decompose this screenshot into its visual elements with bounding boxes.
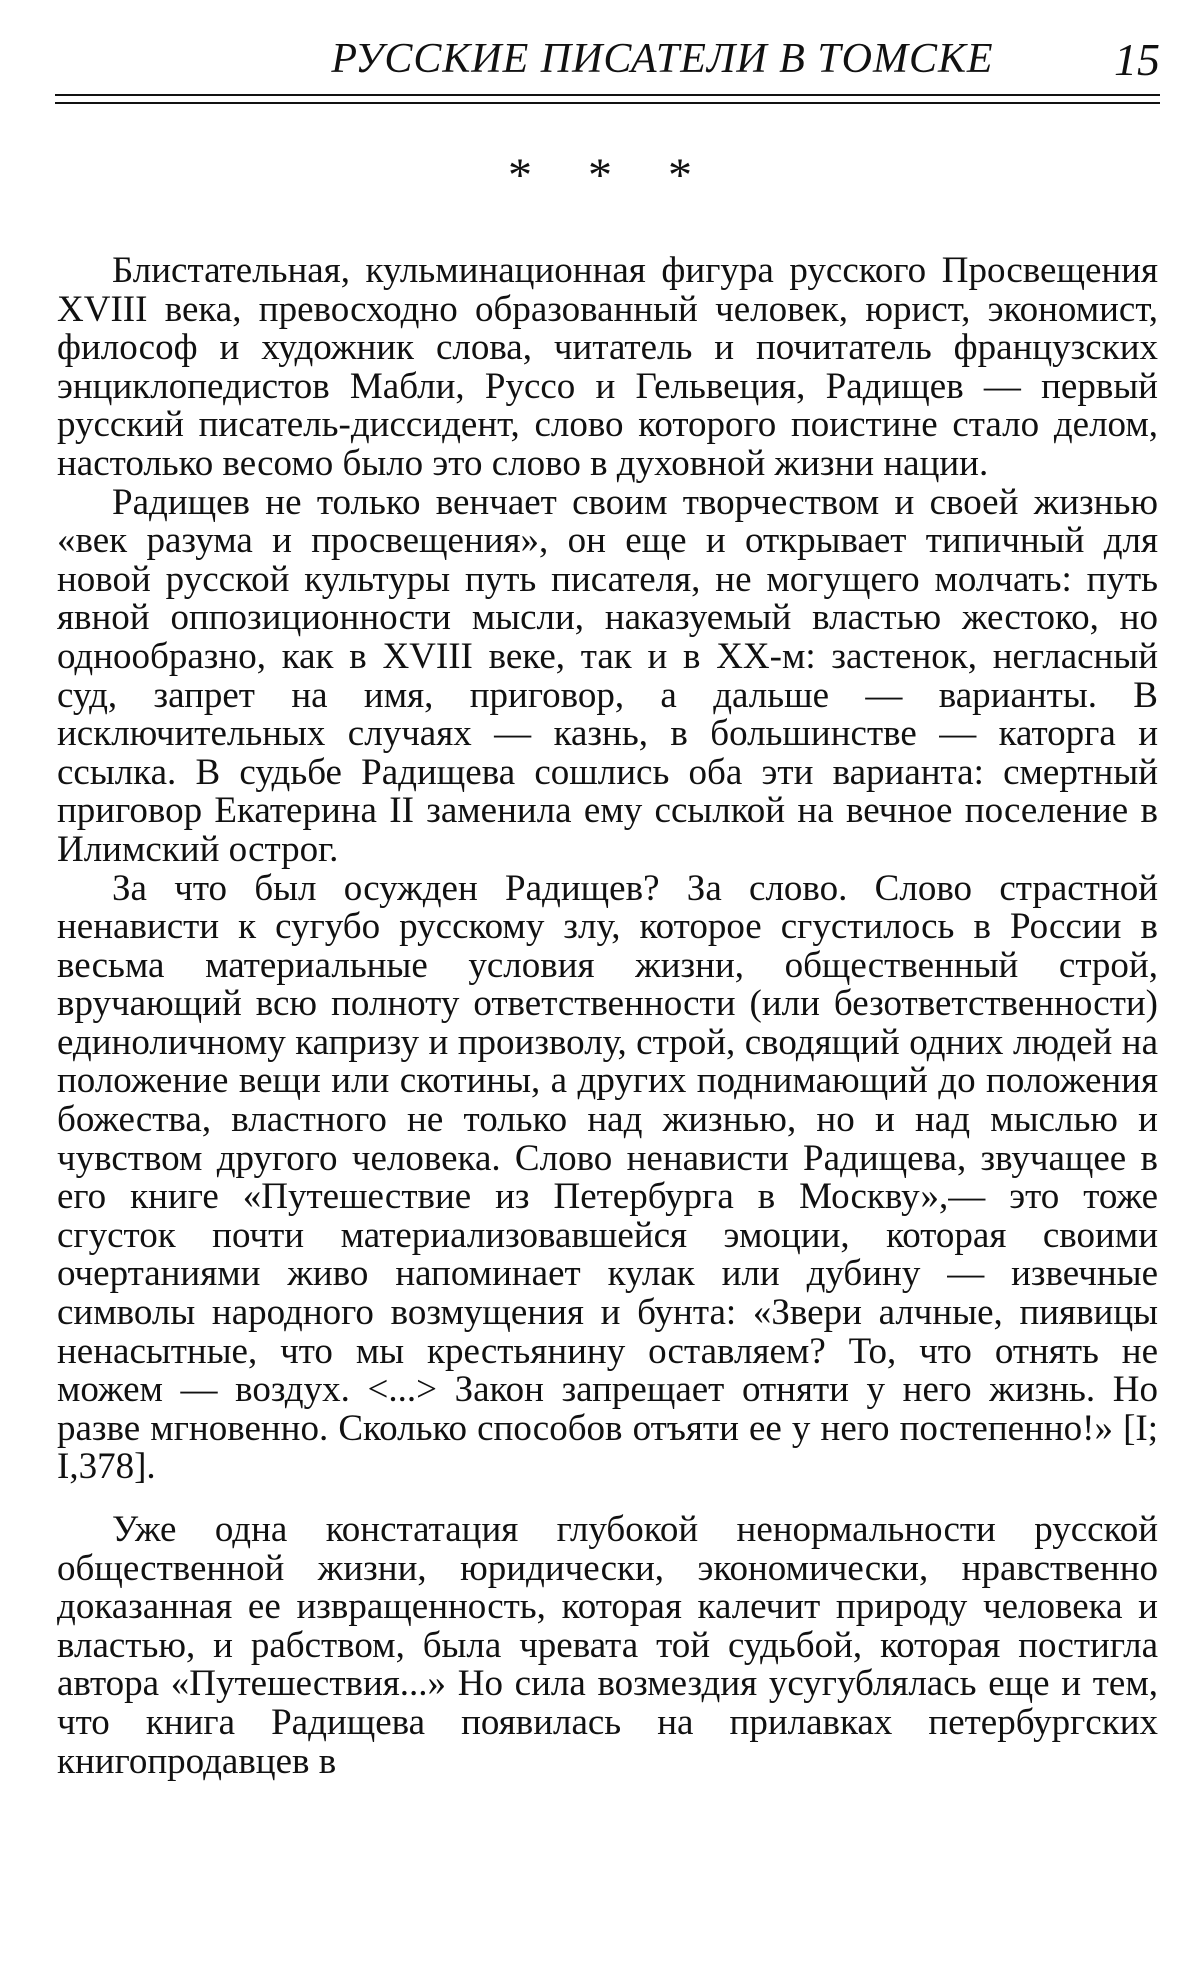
paragraph: За что был осужден Радищев? За слово. Слово страстной ненависти к сугубо русскому злу, которое сгустилось в России в весьма материальные условия жизни, общественный строй, вручающий всю полноту ответственности (или безответственности) единоличному капризу и произволу, строй, сводящий одних людей на положение вещи или скотины, а других поднимающий до положения божества, властного не только над жизнью, но и над мыслью и чувством другого человека. Слово ненависти Радищева, звучащее в его книге «Путешествие из Петербурга в Москву»,— это тоже сгусток почти материализовавшейся эмоции, которая своими очертаниями живо напоминает кулак или дубину — извечные символы народного возмущения и бунта: «Звери алчные, пиявицы ненасытные, что мы крестьянину оставляем? То, что отнять не можем — воздух. <...> Закон запрещает отняти у него жизнь. Но разве мгновенно. Сколько способов отъяти ее у него постепенно!» [I; I,378]. [57,867,1158,1488]
paragraph: Радищев не только венчает своим творчеством и своей жизнью «век разума и просвещения», он еще и открывает типичный для новой русской культуры путь писателя, не могущего молчать: путь явной оппозиционности мысли, наказуемый властью жестоко, но однообразно, как в XVIII веке, так и в XX-м: застенок, негласный суд, запрет на имя, приговор, а дальше — варианты. В исключительных случаях — казнь, в большинстве — каторга и ссылка. В судьбе Радищева сошлись оба эти варианта: смертный приговор Екатерина II заменила ему ссылкой на вечное поселение в Илимский острог. [57,481,1158,870]
paragraph: Блистательная, кульминационная фигура русского Просвещения XVIII века, превосходно образованный человек, юрист, экономист, философ и художник слова, читатель и почитатель французских энциклопедистов Мабли, Руссо и Гельвеция, Радищев — первый русский писатель-диссидент, слово которого поистине стало делом, настолько весомо было это слово в духовной жизни нации. [57,250,1158,484]
running-header [55,28,1160,98]
body-text [57,252,1158,1781]
header-rule-bottom [55,102,1160,104]
paragraph: Уже одна констатация глубокой ненормальности русской общественной жизни, юридически, экономически, нравственно доказанная ее извращенность, которая калечит природу человека и властью, и рабством, была чревата той судьбой, которая постигла автора «Путешествия...» Но сила возмездия усугублялась еще и тем, что книга Радищева появилась на прилавках петербургских книгопродавцев в [57,1509,1158,1782]
section-separator: * * * [508,149,714,202]
header-rule-top [55,94,1160,96]
running-title: РУССКИЕ ПИСАТЕЛИ В ТОМСКЕ [331,36,994,82]
page-number: 15 [1114,34,1160,85]
